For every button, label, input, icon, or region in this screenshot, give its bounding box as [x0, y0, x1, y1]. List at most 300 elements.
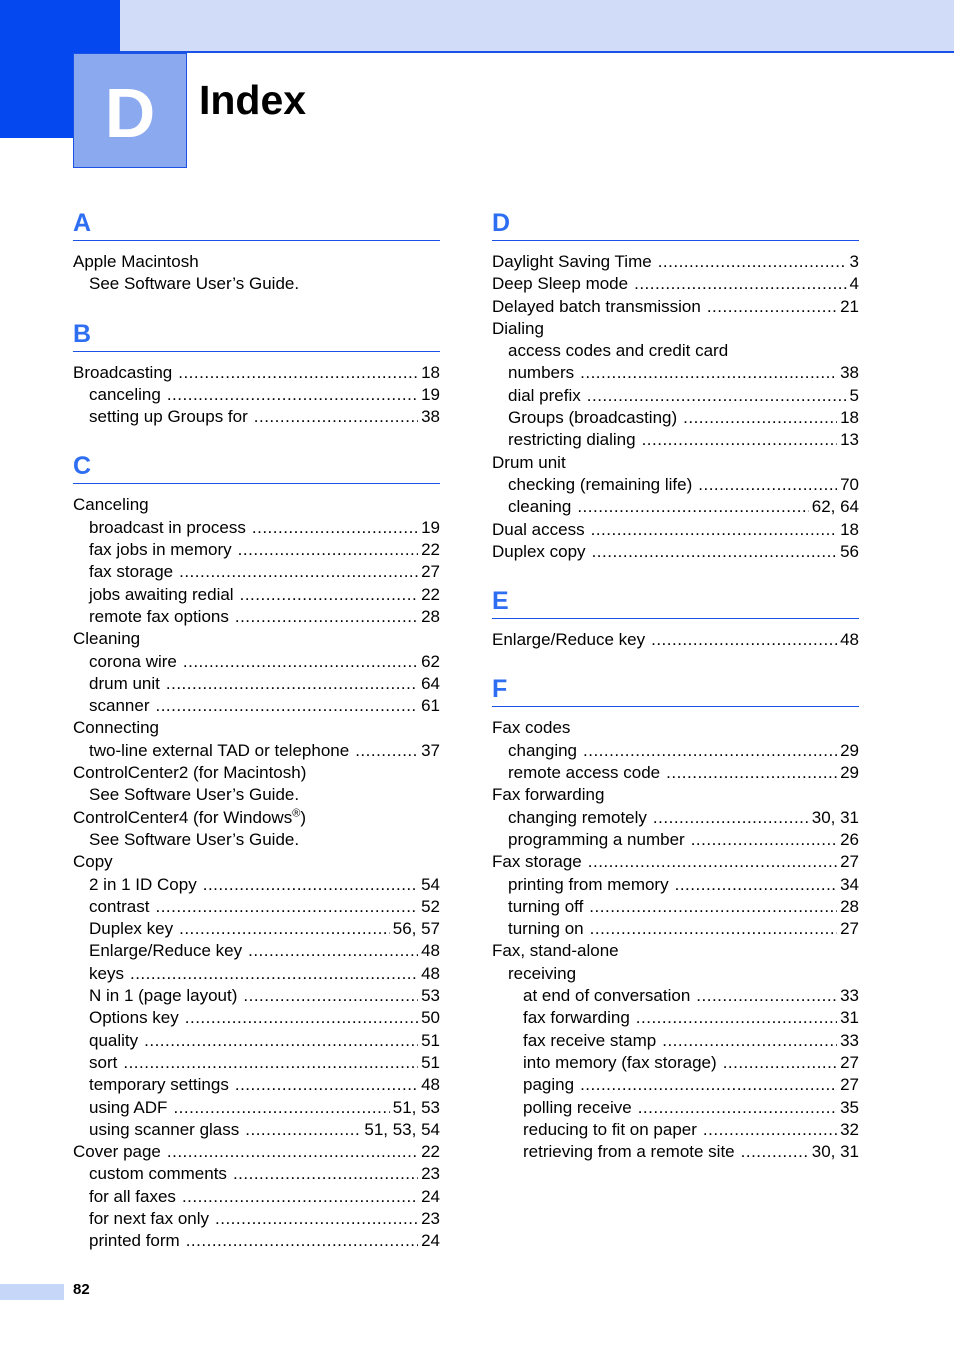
entry-term-text: Dialing: [492, 318, 544, 338]
index-entry: [492, 918, 859, 940]
index-entry: [492, 1097, 859, 1119]
entry-page-ref: 19: [421, 384, 440, 404]
index-entry: [73, 651, 440, 673]
entry-page-ref: 70: [840, 474, 859, 494]
index-entry: [492, 851, 859, 873]
entry-term: [492, 251, 652, 273]
entry-page-ref: 5: [849, 385, 859, 405]
entry-term: [492, 629, 645, 651]
entry-term: [523, 985, 690, 1007]
entry-page-ref: 22: [421, 540, 440, 560]
entry-term-text: Enlarge/Reduce key: [492, 630, 646, 650]
entry-term-text: fax forwarding: [523, 1008, 630, 1028]
entry-term-text: Cover page: [73, 1142, 161, 1162]
entry-term-text: remote access code: [508, 763, 661, 783]
entry-term-text: fax jobs in memory: [89, 540, 232, 560]
dot-leader: [238, 539, 418, 561]
entry-term-text: for next fax only: [89, 1208, 210, 1228]
dot-leader: [580, 362, 837, 384]
entry-page-ref: 19: [421, 517, 440, 537]
entry-term-text: Drum unit: [492, 452, 566, 472]
entry-term: [89, 539, 232, 561]
entry-page-ref: 27: [840, 919, 859, 939]
entry-term-text: for all faxes: [89, 1186, 176, 1206]
index-entry: [73, 673, 440, 695]
entry-term: [89, 1097, 167, 1119]
entry-term-text: Canceling: [73, 495, 149, 515]
entry-page-ref: 37: [421, 740, 440, 760]
entry-term-text: using ADF: [89, 1097, 168, 1117]
entry-page-ref: 24: [421, 1186, 440, 1206]
page-title: Index: [199, 77, 307, 123]
index-entry: [492, 429, 859, 451]
entry-term-text: custom comments: [89, 1164, 227, 1184]
entry-term-text: corona wire: [89, 651, 177, 671]
entry-page-ref: 3: [849, 252, 859, 271]
index-entry: [492, 1141, 859, 1163]
entry-term: [523, 1074, 574, 1096]
entry-term-text: See Software User’s Guide.: [89, 274, 300, 294]
entry-term: [492, 717, 570, 739]
entry-page-ref: 54: [421, 874, 440, 894]
entry-term-text: setting up Groups for: [89, 407, 248, 427]
entry-page-ref: 61: [421, 696, 440, 716]
entry-page-ref: 33: [840, 986, 859, 1006]
index-entry: [73, 851, 440, 873]
dot-leader: [243, 985, 418, 1007]
entry-term: [523, 1141, 735, 1163]
entry-term: [89, 1119, 239, 1141]
entry-term-text: using scanner glass: [89, 1119, 240, 1139]
index-entry: [492, 762, 859, 784]
entry-term-text: remote fax options: [89, 606, 229, 626]
entry-page-ref: 64: [421, 673, 440, 693]
index-entry: [73, 1097, 440, 1119]
index-entry: [73, 784, 440, 806]
entry-page-ref: 38: [840, 363, 859, 383]
footer-band: [0, 1284, 64, 1300]
index-entry: [492, 896, 859, 918]
dot-leader: [130, 963, 418, 985]
entry-term: [508, 874, 669, 896]
entry-term-text: changing remotely: [508, 807, 647, 827]
index-entry: [73, 985, 440, 1007]
index-entry: [492, 251, 859, 273]
index-entry: [492, 296, 859, 318]
dot-leader: [235, 606, 418, 628]
entry-term-text: reducing to fit on paper: [523, 1119, 697, 1139]
chapter-letter: D: [104, 73, 156, 152]
index-entry: [492, 340, 859, 362]
entry-term-text: paging: [523, 1075, 575, 1095]
entry-term-text: 2 in 1 ID Copy: [89, 874, 197, 894]
entry-term: [73, 251, 199, 273]
entry-term-text: Cleaning: [73, 629, 141, 649]
entry-term-text: printed form: [89, 1231, 180, 1251]
index-entry: [492, 1030, 859, 1052]
index-entry: [73, 1186, 440, 1208]
entry-term-text: numbers: [508, 363, 575, 383]
entry-term: [89, 874, 197, 896]
entry-page-ref: 52: [421, 896, 440, 916]
index-entry: [492, 362, 859, 384]
entry-term: [508, 496, 571, 518]
entry-term: [89, 896, 149, 918]
chapter-tab: [73, 53, 187, 168]
index-entry: [73, 273, 440, 295]
entry-page-ref: 24: [421, 1231, 440, 1251]
index-entry: [73, 829, 440, 851]
entry-page-ref: 62, 64: [811, 497, 859, 517]
entry-term-text: Duplex copy: [492, 541, 586, 561]
entry-term-text: retrieving from a remote site: [523, 1142, 735, 1162]
entry-term: [89, 1074, 229, 1096]
entry-term: [73, 851, 113, 873]
entry-page-ref: 48: [840, 630, 859, 650]
entry-page-ref: 51: [421, 1052, 440, 1072]
entry-page-ref: 29: [840, 763, 859, 783]
index-entry: [492, 519, 859, 541]
entry-term: [523, 1007, 630, 1029]
dot-leader: [252, 517, 418, 539]
entry-page-ref: 30, 31: [811, 807, 859, 827]
entry-page-ref: 30, 31: [811, 1142, 859, 1162]
entry-page-ref: 22: [421, 1142, 440, 1162]
index-entry: [73, 1052, 440, 1074]
index-entry: [492, 985, 859, 1007]
dot-leader: [254, 406, 418, 428]
index-entry: [492, 496, 859, 518]
section-letter-d: D: [492, 205, 859, 241]
entry-term: [508, 474, 692, 496]
entry-term: [73, 807, 306, 829]
entry-term-text: jobs awaiting redial: [89, 584, 234, 604]
dot-leader: [741, 1141, 809, 1163]
entry-term-text: receiving: [508, 963, 577, 983]
entry-term-text: Fax codes: [492, 718, 571, 738]
entry-term-text: Connecting: [73, 718, 160, 738]
dot-leader: [577, 496, 808, 518]
section-entries: [492, 251, 859, 563]
entry-term: [89, 1208, 209, 1230]
dot-leader: [587, 385, 847, 407]
entry-term: [73, 717, 159, 739]
entry-term-text: quality: [89, 1030, 139, 1050]
header-band: [120, 0, 954, 52]
entry-page-ref: 23: [421, 1164, 440, 1184]
entry-term: [523, 1030, 656, 1052]
index-entry: [492, 452, 859, 474]
entry-page-ref: 18: [840, 408, 859, 428]
entry-term: [89, 963, 124, 985]
entry-term: [89, 940, 242, 962]
section-entries: [73, 494, 440, 1252]
section-entries: [73, 362, 440, 429]
index-entry: [492, 629, 859, 651]
index-entry: [492, 1007, 859, 1029]
section-letter-c: C: [73, 448, 440, 484]
dot-leader: [179, 918, 390, 940]
entry-term-text: Daylight Saving Time: [492, 252, 652, 271]
entry-term: [508, 829, 685, 851]
entry-term: [89, 1007, 179, 1029]
entry-page-ref: 62: [421, 651, 440, 671]
entry-term: [73, 494, 149, 516]
entry-term: [73, 628, 140, 650]
entry-page-ref: 18: [840, 519, 859, 539]
entry-term-text: cleaning: [508, 497, 572, 517]
index-entry: [492, 874, 859, 896]
index-entry: [73, 539, 440, 561]
entry-page-ref: 28: [840, 896, 859, 916]
entry-term: [89, 561, 173, 583]
entry-term-text: access codes and credit card: [508, 341, 729, 361]
entry-term-text: Dual access: [492, 519, 585, 539]
entry-term-text: checking (remaining life): [508, 474, 693, 494]
entry-page-ref: 27: [840, 852, 859, 872]
dot-leader: [651, 629, 837, 651]
dot-leader: [248, 940, 418, 962]
entry-term: [508, 362, 574, 384]
index-entry: [492, 407, 859, 429]
dot-leader: [591, 519, 837, 541]
index-entry: [73, 896, 440, 918]
dot-leader: [589, 896, 837, 918]
entry-term: [89, 695, 149, 717]
index-entry: [492, 273, 859, 295]
index-entry: [73, 1163, 440, 1185]
entry-term-text: Groups (broadcasting): [508, 408, 678, 428]
index-entry: [73, 494, 440, 516]
dot-leader: [182, 1186, 418, 1208]
entry-page-ref: 51, 53, 54: [364, 1119, 440, 1139]
entry-term: [89, 406, 248, 428]
dot-leader: [707, 296, 837, 318]
entry-term-text: sort: [89, 1052, 118, 1072]
dot-leader: [675, 874, 837, 896]
index-entry: [73, 606, 440, 628]
entry-term: [508, 740, 577, 762]
entry-term-text: into memory (fax storage): [523, 1052, 717, 1072]
entry-term: [508, 340, 728, 362]
section-entries: [492, 717, 859, 1163]
entry-term-text: changing: [508, 740, 578, 760]
entry-term: [523, 1119, 697, 1141]
entry-term: [89, 673, 160, 695]
entry-term-text: programming a number: [508, 829, 685, 849]
entry-term-text: at end of conversation: [523, 986, 691, 1006]
index-entry: [73, 940, 440, 962]
dot-leader: [235, 1074, 418, 1096]
entry-term: [89, 584, 234, 606]
entry-term-text: N in 1 (page layout): [89, 986, 238, 1006]
dot-leader: [583, 740, 837, 762]
dot-leader: [185, 1007, 418, 1029]
index-entry: [73, 1030, 440, 1052]
entry-term: [492, 541, 586, 563]
dot-leader: [662, 1030, 837, 1052]
entry-term: [508, 407, 677, 429]
index-entry: [73, 1074, 440, 1096]
entry-page-ref: 48: [421, 941, 440, 961]
entry-page-ref: 21: [840, 296, 859, 316]
index-entry: [492, 318, 859, 340]
entry-page-ref: 38: [421, 407, 440, 427]
dot-leader: [592, 541, 838, 563]
dot-leader: [155, 695, 418, 717]
entry-term-text: scanner: [89, 696, 150, 716]
dot-leader: [173, 1097, 389, 1119]
entry-term: [492, 318, 544, 340]
entry-term-text: Duplex key: [89, 919, 174, 939]
entry-term-text: Broadcasting: [73, 362, 173, 382]
dot-leader: [245, 1119, 361, 1141]
section-entries: [73, 251, 440, 296]
entry-term-text: turning off: [508, 896, 584, 916]
dot-leader: [653, 807, 809, 829]
entry-term-text: See Software User’s Guide.: [89, 785, 300, 805]
index-entry: [73, 517, 440, 539]
entry-page-ref: 27: [840, 1075, 859, 1095]
dot-leader: [179, 561, 418, 583]
entry-page-ref: 56, 57: [392, 919, 440, 939]
index-entry: [492, 1052, 859, 1074]
entry-page-ref: 35: [840, 1097, 859, 1117]
dot-leader: [167, 384, 418, 406]
dot-leader: [696, 985, 837, 1007]
index-entry: [73, 762, 440, 784]
entry-term-text: See Software User’s Guide.: [89, 829, 300, 849]
section-letter-a: A: [73, 205, 440, 241]
section-entries: [492, 629, 859, 651]
index-entry: [73, 1119, 440, 1141]
dot-leader: [590, 918, 837, 940]
entry-term-text: drum unit: [89, 673, 160, 693]
index-entry: [492, 1119, 859, 1141]
dot-leader: [703, 1119, 837, 1141]
entry-term-text: dial prefix: [508, 385, 581, 405]
entry-term-text: turning on: [508, 919, 584, 939]
entry-page-ref: 4: [849, 274, 859, 294]
dot-leader: [183, 651, 418, 673]
dot-leader: [723, 1052, 837, 1074]
index-entry: [73, 740, 440, 762]
entry-term: [492, 851, 582, 873]
entry-term: [492, 784, 604, 806]
entry-term: [89, 1163, 227, 1185]
entry-term: [508, 918, 584, 940]
dot-leader: [691, 829, 837, 851]
entry-term: [89, 651, 177, 673]
index-entry: [73, 406, 440, 428]
entry-page-ref: 13: [840, 430, 859, 450]
entry-term-text: Options key: [89, 1008, 179, 1028]
entry-term: [508, 896, 583, 918]
entry-term-tail: ): [300, 807, 306, 827]
entry-page-ref: 29: [840, 740, 859, 760]
entry-page-ref: 56: [840, 541, 859, 561]
index-entry: [73, 584, 440, 606]
index-entry: [73, 561, 440, 583]
index-entry: [73, 963, 440, 985]
index-entry: [73, 1208, 440, 1230]
entry-page-ref: 51, 53: [392, 1097, 440, 1117]
entry-term: [89, 918, 173, 940]
entry-term: [492, 296, 701, 318]
entry-page-ref: 51: [421, 1030, 440, 1050]
dot-leader: [144, 1030, 418, 1052]
section-letter-f: F: [492, 671, 859, 707]
entry-term: [89, 1030, 138, 1052]
entry-term: [89, 273, 299, 295]
entry-term: [89, 740, 349, 762]
dot-leader: [355, 740, 418, 762]
entry-term: [492, 452, 566, 474]
entry-term: [73, 1141, 161, 1163]
header-rule: [120, 51, 954, 53]
dot-leader: [166, 673, 418, 695]
entry-term: [508, 762, 660, 784]
entry-term: [89, 517, 246, 539]
entry-page-ref: 26: [840, 829, 859, 849]
dot-leader: [580, 1074, 837, 1096]
entry-term: [492, 519, 585, 541]
entry-page-ref: 50: [421, 1008, 440, 1028]
entry-page-ref: 27: [840, 1052, 859, 1072]
index-entry: [73, 1141, 440, 1163]
index-entry: [492, 740, 859, 762]
index-entry: [492, 940, 859, 962]
dot-leader: [636, 1007, 837, 1029]
entry-term: [508, 807, 647, 829]
index-entry: [73, 695, 440, 717]
dot-leader: [240, 584, 418, 606]
page-number: 82: [73, 1281, 90, 1298]
index-entry: [73, 874, 440, 896]
entry-term-text: broadcast in process: [89, 517, 246, 537]
entry-page-ref: 48: [421, 1075, 440, 1095]
entry-term-text: Copy: [73, 852, 113, 872]
index-entry: [73, 807, 440, 829]
entry-term: [89, 1052, 117, 1074]
dot-leader: [233, 1163, 418, 1185]
entry-page-ref: 33: [840, 1030, 859, 1050]
index-entry: [73, 1007, 440, 1029]
entry-term-text: keys: [89, 963, 124, 983]
entry-term-text: Fax, stand-alone: [492, 941, 619, 961]
entry-page-ref: 53: [421, 986, 440, 1006]
dot-leader: [658, 251, 847, 273]
entry-term: [89, 1186, 176, 1208]
section-letter-b: B: [73, 316, 440, 352]
entry-term-text: Fax forwarding: [492, 785, 605, 805]
index-entry: [73, 717, 440, 739]
index-entry: [492, 1074, 859, 1096]
entry-term: [89, 606, 229, 628]
dot-leader: [215, 1208, 418, 1230]
entry-page-ref: 31: [840, 1008, 859, 1028]
entry-term-text: contrast: [89, 896, 150, 916]
registered-mark: ®: [292, 806, 301, 819]
dot-leader: [642, 429, 838, 451]
index-entry: [492, 807, 859, 829]
dot-leader: [203, 874, 418, 896]
entry-term-text: two-line external TAD or telephone: [89, 740, 350, 760]
entry-term: [492, 273, 628, 295]
entry-term: [89, 1230, 180, 1252]
dot-leader: [186, 1230, 418, 1252]
dot-leader: [178, 362, 418, 384]
